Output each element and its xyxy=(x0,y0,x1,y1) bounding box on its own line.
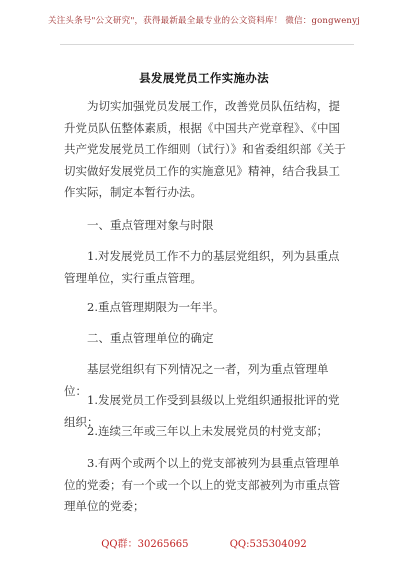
footer-qq: QQ:535304092 xyxy=(229,539,307,550)
section1-item-2: 2.重点管理期限为一年半。 xyxy=(87,300,225,314)
section2-condition-2: 2.连续三年或三年以上未发展党员的村党支部； xyxy=(87,424,328,438)
document-title: 县发展党员工作实施办法 xyxy=(139,71,269,85)
section1-heading: 一、重点管理对象与时限 xyxy=(87,218,214,232)
header-banner: 关注头条号"公文研究"，获得最新最全最专业的公文资料库！ 微信：gongwenyj xyxy=(48,16,360,26)
header-divider xyxy=(60,44,354,45)
section2-intro: 基层党组织有下列情况之一者，列为重点管理单位： xyxy=(64,362,329,398)
section2-condition-3: 3.有两个或两个以上的党支部被列为县重点管理单位的党委；有一个或一个以上的党支部被列为市重点管理单位的党委； xyxy=(64,456,340,513)
footer-contact xyxy=(0,535,408,550)
section1-item-1: 1.对发展党员工作不力的基层党组织，列为县重点管理单位，实行重点管理。 xyxy=(64,249,340,285)
section2-condition-1: 1.发展党员工作受到县级以上党组织通报批评的党组织； xyxy=(64,393,340,429)
footer-qq-group: QQ群：30265665 xyxy=(101,539,189,550)
section2-heading: 二、重点管理单位的确定 xyxy=(87,331,214,345)
intro-paragraph: 为切实加强党员发展工作，改善党员队伍结构，提升党员队伍整体素质，根据《中国共产党章程》、《中国共产党发展党员工作细则（试行）》和省委组织部《关于切实做好发展党员工作的实施意见》精神，结合我县工作实际，制定本暂行办法。 xyxy=(64,99,346,199)
